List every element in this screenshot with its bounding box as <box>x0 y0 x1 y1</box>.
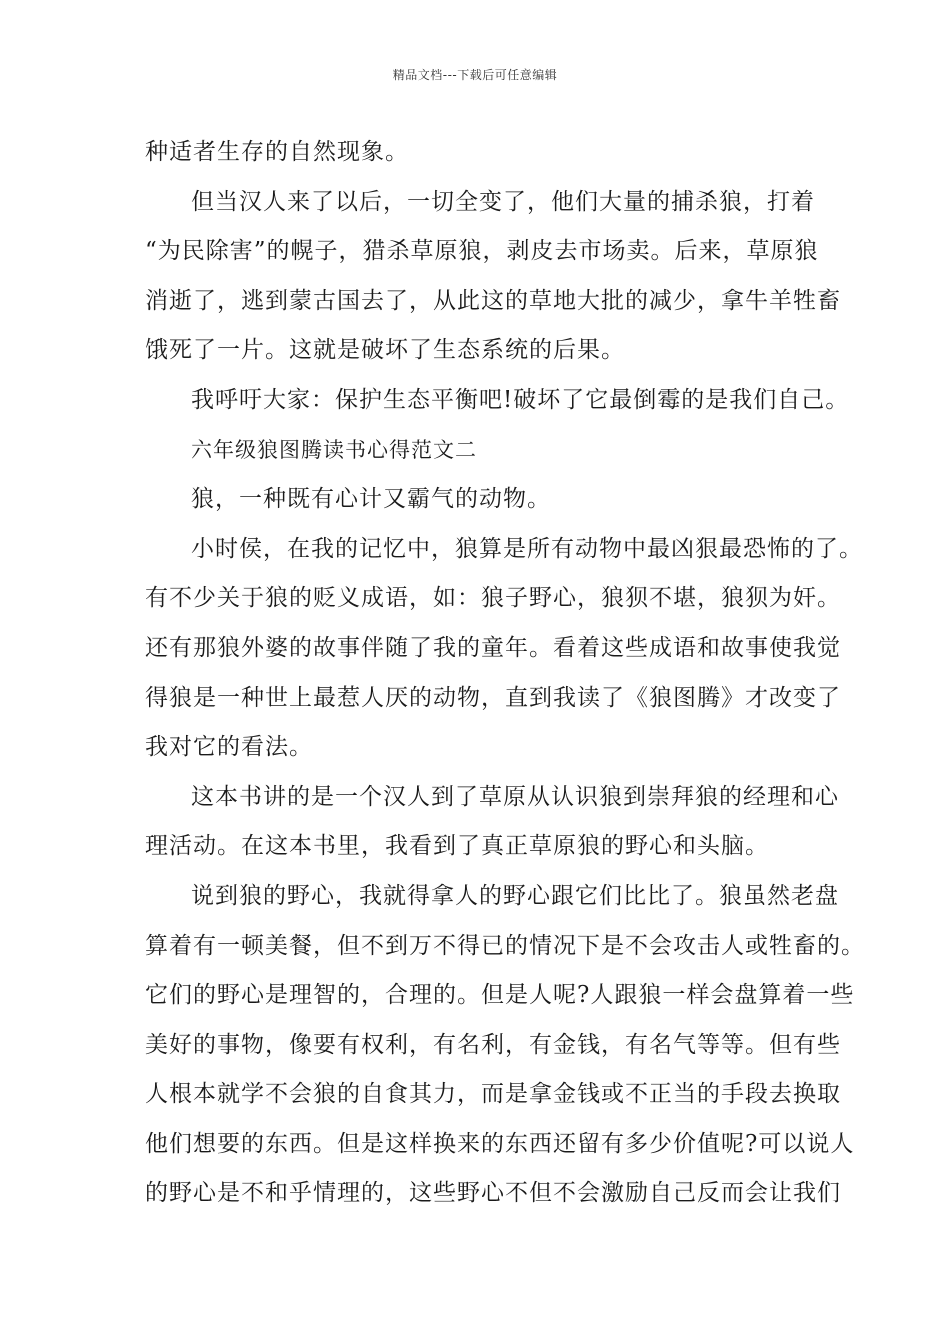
section-heading: 六年级狼图腾读书心得范文二 <box>191 437 477 462</box>
page-header: 精品文档---下载后可任意编辑 <box>392 68 558 82</box>
text-line: 美好的事物，像要有权利，有名利，有金钱，有名气等等。但有些 <box>145 1031 841 1058</box>
document-body <box>145 128 865 1219</box>
text-line: 消逝了，逃到蒙古国去了，从此这的草地大批的减少，拿牛羊牲畜 <box>145 287 841 314</box>
text-line: “为民除害”的幌子，猎杀草原狼，剥皮去市场卖。后来，草原狼 <box>145 238 819 265</box>
text-line: 饿死了一片。这就是破坏了生态系统的后果。 <box>145 337 625 364</box>
text-line: 说到狼的野心，我就得拿人的野心跟它们比比了。狼虽然老盘 <box>191 882 839 909</box>
text-line: 人根本就学不会狼的自食其力，而是拿金钱或不正当的手段去换取 <box>145 1081 841 1108</box>
text-line: 还有那狼外婆的故事伴随了我的童年。看着这些成语和故事使我觉 <box>145 634 841 661</box>
text-line: 得狼是一种世上最惹人厌的动物，直到我读了《狼图腾》才改变了 <box>145 684 841 711</box>
text-line: 我对它的看法。 <box>145 734 313 761</box>
text-line: 它们的野心是理智的，合理的。但是人呢?人跟狼一样会盘算着一些 <box>145 982 855 1009</box>
text-line: 种适者生存的自然现象。 <box>145 139 409 165</box>
text-line: 有不少关于狼的贬义成语，如：狼子野心，狼狈不堪，狼狈为奸。 <box>145 585 841 612</box>
text-line: 算着有一顿美餐，但不到万不得已的情况下是不会攻击人或牲畜的。 <box>145 932 865 959</box>
text-line: 这本书讲的是一个汉人到了草原从认识狼到崇拜狼的经理和心 <box>191 783 839 810</box>
text-line: 我呼吁大家：保护生态平衡吧!破坏了它最倒霉的是我们自己。 <box>191 386 850 413</box>
text-line: 他们想要的东西。但是这样换来的东西还留有多少价值呢?可以说人 <box>145 1130 855 1157</box>
text-line: 小时侯，在我的记忆中，狼算是所有动物中最凶狠最恐怖的了。 <box>191 535 863 562</box>
text-line: 但当汉人来了以后，一切全变了，他们大量的捕杀狼，打着 <box>191 188 815 215</box>
text-line: 理活动。在这本书里，我看到了真正草原狼的野心和头脑。 <box>145 833 769 860</box>
text-line: 狼，一种既有心计又霸气的动物。 <box>191 486 551 513</box>
text-line: 的野心是不和乎情理的，这些野心不但不会激励自己反而会让我们 <box>145 1180 841 1207</box>
